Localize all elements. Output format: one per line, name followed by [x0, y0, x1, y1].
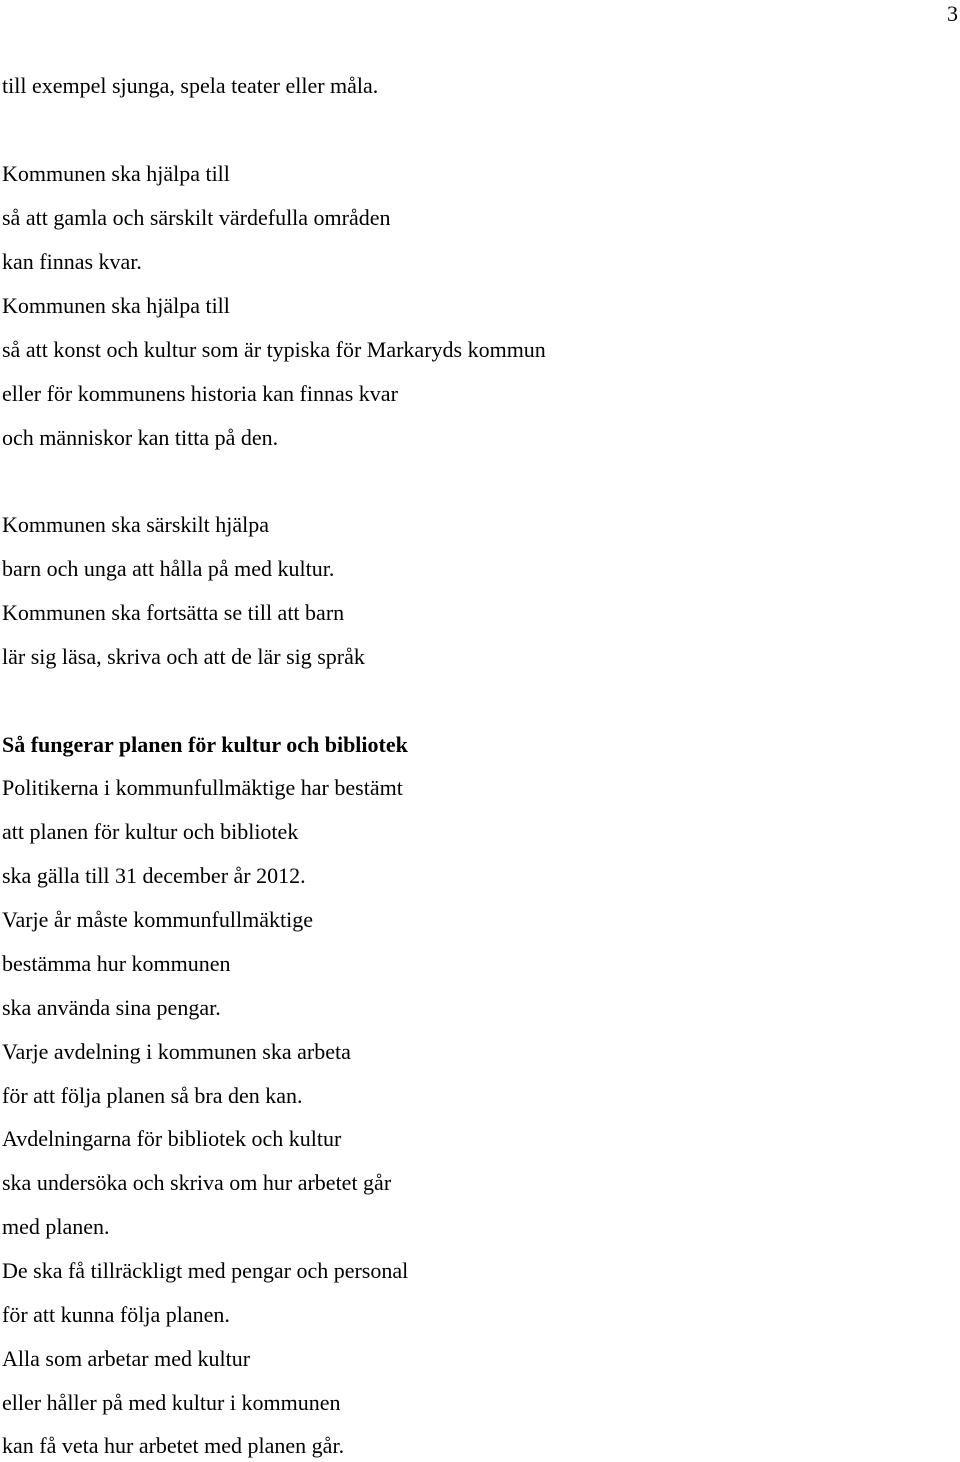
section-line: med planen. [2, 1214, 110, 1239]
section-line: Varje avdelning i kommunen ska arbeta [2, 1039, 351, 1064]
text-line: kan finnas kvar. [2, 249, 142, 274]
section-line: Avdelningarna för bibliotek och kultur [2, 1126, 342, 1151]
text-line: till exempel sjunga, spela teater eller måla. [2, 73, 379, 98]
section-line: Politikerna i kommunfullmäktige har bestämt [2, 775, 403, 800]
text-line: Kommunen ska hjälpa till [2, 161, 230, 186]
page-number: 3 [947, 1, 958, 26]
section-line: ska gälla till 31 december år 2012. [2, 863, 306, 888]
section-line: Varje år måste kommunfullmäktige [2, 907, 313, 932]
text-line: så att gamla och särskilt värdefulla områden [2, 205, 391, 230]
text-line: barn och unga att hålla på med kultur. [2, 556, 335, 581]
text-line: lär sig läsa, skriva och att de lär sig språk [2, 644, 365, 669]
text-line: Kommunen ska hjälpa till [2, 293, 230, 318]
section-line: ska undersöka och skriva om hur arbetet går [2, 1170, 392, 1195]
section-line: eller håller på med kultur i kommunen [2, 1390, 341, 1415]
text-line: Kommunen ska särskilt hjälpa [2, 512, 270, 537]
text-line: så att konst och kultur som är typiska för Markaryds kommun [2, 337, 546, 362]
section-heading: Så fungerar planen för kultur och bibliotek [2, 732, 408, 757]
text-line: Kommunen ska fortsätta se till att barn [2, 600, 345, 625]
section-line: kan få veta hur arbetet med planen går. [2, 1433, 345, 1458]
section-line: ska använda sina pengar. [2, 995, 221, 1020]
section-line: De ska få tillräckligt med pengar och personal [2, 1258, 409, 1283]
section-line: bestämma hur kommunen [2, 951, 231, 976]
section-line: för att följa planen så bra den kan. [2, 1083, 303, 1108]
text-line: eller för kommunens historia kan finnas kvar [2, 381, 398, 406]
text-line: och människor kan titta på den. [2, 425, 279, 450]
section-line: för att kunna följa planen. [2, 1302, 230, 1327]
section-line: Alla som arbetar med kultur [2, 1346, 251, 1371]
section-line: att planen för kultur och bibliotek [2, 819, 299, 844]
